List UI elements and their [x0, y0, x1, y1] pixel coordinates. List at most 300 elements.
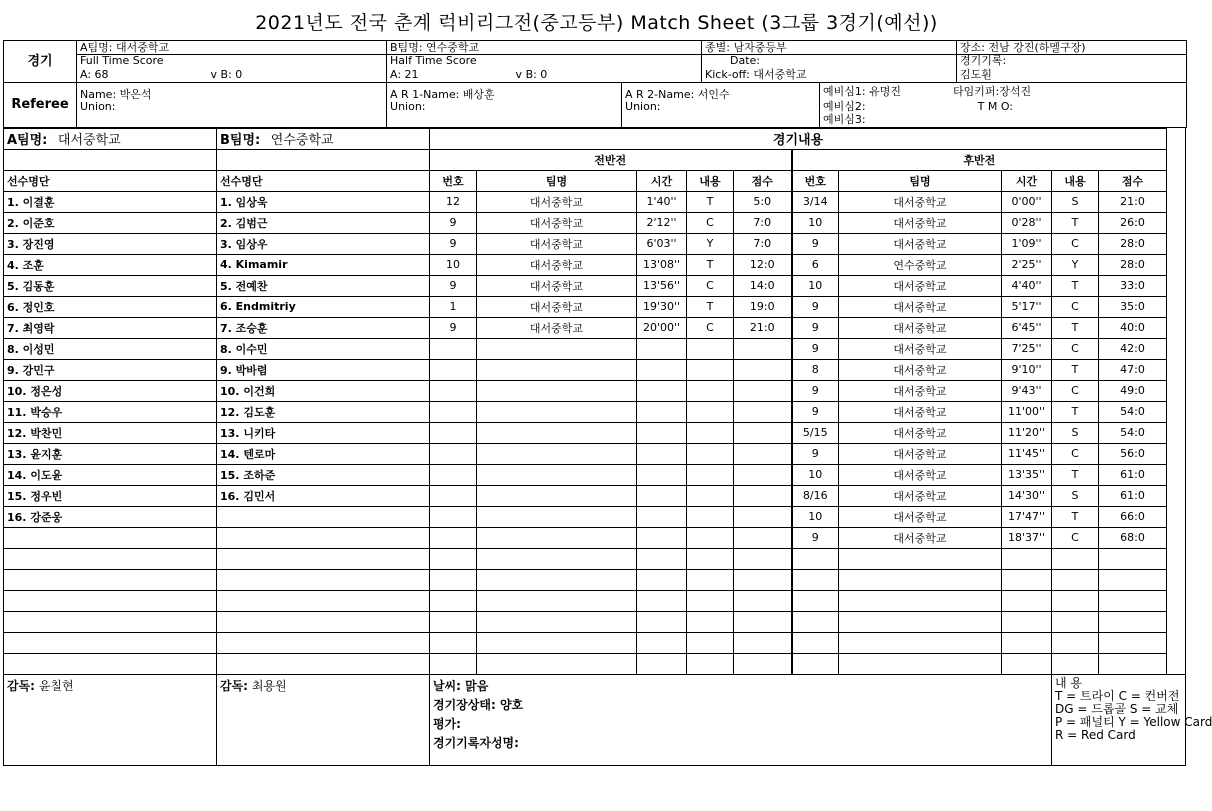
second-half-team: [839, 590, 1002, 611]
weather-row: [433, 677, 1048, 696]
roster-a-player: 7. 최영락: [4, 317, 217, 338]
first-half-type: [687, 401, 734, 422]
second-half-score: 54:0: [1099, 401, 1167, 422]
first-half-team: 대서중학교: [477, 296, 637, 317]
second-half-time: [1002, 569, 1052, 590]
roster-b-player: 9. 박바렴: [217, 359, 430, 380]
referee-label: Referee: [4, 83, 77, 128]
full-time-score-b: B: 0: [220, 67, 243, 81]
second-half-score: [1099, 632, 1167, 653]
second-half-no: 9: [792, 401, 839, 422]
second-half-score: 40:0: [1099, 317, 1167, 338]
second-half-time: 14'30'': [1002, 485, 1052, 506]
legend-line: T = 트라이 C = 컨버전: [1055, 688, 1180, 703]
first-half-time: 20'00'': [637, 317, 687, 338]
coach-a: [4, 674, 217, 765]
first-half-no: [430, 548, 477, 569]
referee-name: Name: 박은석: [77, 83, 387, 102]
recorder-label: 경기기록:: [957, 55, 1187, 68]
table-row: [4, 485, 1186, 506]
first-half-time: 2'12'': [637, 212, 687, 233]
recorder-name: 김도훤: [957, 68, 1187, 83]
roster-a-player: 6. 정인호: [4, 296, 217, 317]
first-half-time: [637, 632, 687, 653]
ar1-union: Union:: [387, 101, 622, 113]
half-time-score-a: A: 21: [390, 67, 419, 81]
first-half-no: [430, 632, 477, 653]
date-label: Date:: [702, 55, 957, 68]
second-half-no: 3/14: [792, 191, 839, 212]
second-half-no: 9: [792, 527, 839, 548]
second-half-no: 9: [792, 317, 839, 338]
field-row: [433, 696, 1048, 715]
coach-b: [217, 674, 430, 765]
second-half-no: 9: [792, 338, 839, 359]
team-a-header: [4, 128, 217, 149]
second-half-type: [1052, 548, 1099, 569]
first-half-score: [734, 506, 792, 527]
first-half-type: [687, 506, 734, 527]
first-half-score: [734, 548, 792, 569]
first-half-time: 19'30'': [637, 296, 687, 317]
full-time-label: Full Time Score: [77, 55, 387, 68]
first-half-score: [734, 590, 792, 611]
first-half-type: [687, 443, 734, 464]
second-half-type: T: [1052, 359, 1099, 380]
second-half-team: 대서중학교: [839, 527, 1002, 548]
team-a-label: A팀명:: [7, 133, 48, 148]
first-half-time: [637, 548, 687, 569]
ar1-name: A R 1-Name: 배상훈: [387, 83, 622, 102]
first-half-time: 6'03'': [637, 233, 687, 254]
second-half-type: T: [1052, 275, 1099, 296]
second-half-time: 5'17'': [1002, 296, 1052, 317]
first-half-no: [430, 569, 477, 590]
coach-a-name: 윤칠현: [38, 678, 74, 693]
second-half-score: 42:0: [1099, 338, 1167, 359]
match-sheet: [3, 40, 1212, 766]
first-half-type: [687, 611, 734, 632]
first-half-team: [477, 506, 637, 527]
first-half-team: 대서중학교: [477, 317, 637, 338]
second-half-no: [792, 569, 839, 590]
first-half-no: [430, 527, 477, 548]
weather-label: 날씨:: [433, 678, 461, 693]
second-half-no: 10: [792, 275, 839, 296]
first-half-team: [477, 401, 637, 422]
second-half-team: [839, 569, 1002, 590]
first-half-team: [477, 653, 637, 674]
second-half-score: 54:0: [1099, 422, 1167, 443]
second-half-time: 1'09'': [1002, 233, 1052, 254]
roster-a-player: 2. 이준호: [4, 212, 217, 233]
first-half-team: [477, 527, 637, 548]
second-half-type: [1052, 611, 1099, 632]
first-half-score: [734, 569, 792, 590]
roster-b-player: 16. 김민서: [217, 485, 430, 506]
roster-b-player: 10. 이건희: [217, 380, 430, 401]
first-half-type: [687, 380, 734, 401]
table-row: [4, 359, 1186, 380]
first-half-team: [477, 632, 637, 653]
legend-title: 내 용: [1055, 675, 1082, 690]
second-half-team: 대서중학교: [839, 380, 1002, 401]
reserve-referees: [820, 83, 1187, 102]
table-row: [4, 506, 1186, 527]
second-half-score: [1099, 611, 1167, 632]
first-half-score: [734, 422, 792, 443]
table-row: [4, 275, 1186, 296]
second-half-no: 8/16: [792, 485, 839, 506]
second-half-score: 61:0: [1099, 485, 1167, 506]
second-half-team: 대서중학교: [839, 464, 1002, 485]
second-half-no: [792, 632, 839, 653]
kickoff: Kick-off: 대서중학교: [702, 68, 957, 83]
table-row: [4, 632, 1186, 653]
first-half-score: [734, 359, 792, 380]
first-half-time: 13'08'': [637, 254, 687, 275]
first-half-team: 대서중학교: [477, 212, 637, 233]
second-half-no: [792, 611, 839, 632]
first-half-time: [637, 527, 687, 548]
second-half-time: [1002, 632, 1052, 653]
second-half-score: 66:0: [1099, 506, 1167, 527]
second-half-team: 연수중학교: [839, 254, 1002, 275]
second-half-time: 11'45'': [1002, 443, 1052, 464]
second-half-type: S: [1052, 485, 1099, 506]
table-row: [4, 296, 1186, 317]
first-half-team: [477, 569, 637, 590]
table-row: [4, 338, 1186, 359]
second-half-score: 61:0: [1099, 464, 1167, 485]
full-time-v: v: [210, 67, 218, 81]
sheet-title: 2021년도 전국 춘계 럭비리그전(중고등부) Match Sheet (3그룹 3경기(예선)): [255, 12, 938, 34]
sh-no-header: 번호: [792, 170, 839, 191]
roster-a-player: 3. 장진영: [4, 233, 217, 254]
roster-a-player: 12. 박찬민: [4, 422, 217, 443]
first-half-no: [430, 380, 477, 401]
second-half-type: C: [1052, 380, 1099, 401]
first-half-team: 대서중학교: [477, 254, 637, 275]
first-half-team: [477, 422, 637, 443]
second-half-type: T: [1052, 506, 1099, 527]
table-row: [4, 317, 1186, 338]
first-half-score: [734, 611, 792, 632]
first-half-score: 5:0: [734, 191, 792, 212]
match-info-table: [3, 40, 1187, 128]
first-half-no: [430, 338, 477, 359]
first-half-time: [637, 401, 687, 422]
first-half-no: 9: [430, 317, 477, 338]
first-half-score: [734, 632, 792, 653]
referee-union: Union:: [77, 101, 387, 113]
second-half-score: 35:0: [1099, 296, 1167, 317]
first-half-type: T: [687, 296, 734, 317]
second-half-score: 56:0: [1099, 443, 1167, 464]
timekeeper: 타임키퍼:장석진: [952, 85, 1032, 98]
roster-b-player: 7. 조승훈: [217, 317, 430, 338]
first-half-score: [734, 464, 792, 485]
second-half-team: 대서중학교: [839, 233, 1002, 254]
legend-line: DG = 드롭골 S = 교체: [1055, 701, 1179, 716]
roster-a-player: 16. 강준웅: [4, 506, 217, 527]
second-half-time: 18'37'': [1002, 527, 1052, 548]
roster-a-player: 8. 이성민: [4, 338, 217, 359]
roster-a-player: 10. 정은성: [4, 380, 217, 401]
roster-a-player: 13. 윤지훈: [4, 443, 217, 464]
roster-a-player: [4, 590, 217, 611]
table-row: [4, 569, 1186, 590]
first-half-no: [430, 443, 477, 464]
first-half-time: 1'40'': [637, 191, 687, 212]
second-half-no: [792, 548, 839, 569]
second-half-time: [1002, 548, 1052, 569]
roster-b-player: 5. 전예찬: [217, 275, 430, 296]
second-half-time: 7'25'': [1002, 338, 1052, 359]
table-row: [4, 464, 1186, 485]
second-half-time: 13'35'': [1002, 464, 1052, 485]
first-half-time: [637, 359, 687, 380]
second-half-team: 대서중학교: [839, 275, 1002, 296]
table-row: [4, 191, 1186, 212]
roster-a-player: 15. 정우빈: [4, 485, 217, 506]
second-half-type: [1052, 590, 1099, 611]
roster-b-player: 15. 조하준: [217, 464, 430, 485]
first-half-type: [687, 548, 734, 569]
division: 종별: 남자중등부: [702, 41, 957, 55]
second-half-type: S: [1052, 191, 1099, 212]
first-half-score: [734, 653, 792, 674]
second-half-no: 8: [792, 359, 839, 380]
second-half-time: 17'47'': [1002, 506, 1052, 527]
second-half-no: 9: [792, 380, 839, 401]
second-half-type: Y: [1052, 254, 1099, 275]
first-half-score: 12:0: [734, 254, 792, 275]
second-half-time: 11'20'': [1002, 422, 1052, 443]
roster-a-player: [4, 611, 217, 632]
first-half-time: [637, 506, 687, 527]
fh-type-header: 내용: [687, 170, 734, 191]
first-half-no: [430, 464, 477, 485]
coach-b-name: 최용원: [251, 678, 287, 693]
half-time-label: Half Time Score: [387, 55, 702, 68]
first-half-time: [637, 380, 687, 401]
second-half-no: [792, 590, 839, 611]
roster-a-player: 11. 박승우: [4, 401, 217, 422]
second-half-score: [1099, 569, 1167, 590]
second-half-type: C: [1052, 296, 1099, 317]
sh-time-header: 시간: [1002, 170, 1052, 191]
first-half-team: [477, 443, 637, 464]
first-half-time: [637, 443, 687, 464]
second-half-time: 2'25'': [1002, 254, 1052, 275]
first-half-score: [734, 527, 792, 548]
table-row: [4, 527, 1186, 548]
table-row: [4, 548, 1186, 569]
second-half-header: 후반전: [792, 149, 1167, 170]
first-half-time: [637, 611, 687, 632]
first-half-score: [734, 443, 792, 464]
roster-b-player: 13. 니키타: [217, 422, 430, 443]
first-half-no: [430, 506, 477, 527]
second-half-score: 26:0: [1099, 212, 1167, 233]
second-half-score: 49:0: [1099, 380, 1167, 401]
second-half-score: [1099, 590, 1167, 611]
roster-b-player: 6. Endmitriy: [217, 296, 430, 317]
first-half-no: [430, 590, 477, 611]
first-half-time: [637, 464, 687, 485]
second-half-type: T: [1052, 464, 1099, 485]
reserve-2: 예비심2:: [823, 100, 866, 113]
first-half-score: 19:0: [734, 296, 792, 317]
first-half-team: [477, 548, 637, 569]
table-row: [4, 611, 1186, 632]
coach-a-label: 감독:: [7, 678, 35, 693]
table-row: [4, 653, 1186, 674]
roster-b-player: [217, 590, 430, 611]
second-half-team: 대서중학교: [839, 338, 1002, 359]
first-half-team: [477, 485, 637, 506]
first-half-no: 12: [430, 191, 477, 212]
table-row: [4, 212, 1186, 233]
roster-b-player: [217, 653, 430, 674]
roster-a-header: 선수명단: [4, 170, 217, 191]
roster-a-player: [4, 569, 217, 590]
first-half-team: [477, 464, 637, 485]
second-half-no: 9: [792, 233, 839, 254]
second-half-no: 10: [792, 212, 839, 233]
full-time-score: [77, 68, 387, 83]
team-b-title: 연수중학교: [270, 133, 334, 148]
team-b-header: [217, 128, 430, 149]
first-half-score: [734, 380, 792, 401]
roster-b-player: 3. 임상우: [217, 233, 430, 254]
sh-type-header: 내용: [1052, 170, 1099, 191]
first-half-team: [477, 380, 637, 401]
second-half-time: [1002, 653, 1052, 674]
table-row: [4, 233, 1186, 254]
legend-line: P = 패널티 Y = Yellow Card: [1055, 714, 1212, 729]
first-half-type: [687, 338, 734, 359]
first-half-time: [637, 590, 687, 611]
second-half-no: 5/15: [792, 422, 839, 443]
ar2-union: Union:: [622, 101, 820, 113]
roster-a-player: 5. 김동훈: [4, 275, 217, 296]
first-half-no: [430, 653, 477, 674]
first-half-score: [734, 401, 792, 422]
first-half-team: [477, 611, 637, 632]
first-half-score: [734, 338, 792, 359]
second-half-team: 대서중학교: [839, 212, 1002, 233]
roster-b-player: [217, 527, 430, 548]
second-half-type: [1052, 632, 1099, 653]
first-half-time: [637, 569, 687, 590]
first-half-score: 7:0: [734, 233, 792, 254]
second-half-type: C: [1052, 233, 1099, 254]
legend: [1052, 674, 1212, 765]
ar2-name: A R 2-Name: 서인수: [622, 83, 820, 102]
roster-b-player: 1. 임상욱: [217, 191, 430, 212]
second-half-time: [1002, 590, 1052, 611]
fh-no-header: 번호: [430, 170, 477, 191]
reserve-1: 예비심1: 유명진: [823, 85, 901, 98]
first-half-score: 14:0: [734, 275, 792, 296]
roster-a-player: [4, 653, 217, 674]
second-half-team: [839, 632, 1002, 653]
first-half-team: 대서중학교: [477, 275, 637, 296]
second-half-time: 0'28'': [1002, 212, 1052, 233]
second-half-time: 11'00'': [1002, 401, 1052, 422]
first-half-score: 21:0: [734, 317, 792, 338]
first-half-team: 대서중학교: [477, 191, 637, 212]
first-half-no: [430, 401, 477, 422]
first-half-score: [734, 485, 792, 506]
second-half-team: 대서중학교: [839, 359, 1002, 380]
first-half-type: [687, 590, 734, 611]
first-half-no: 9: [430, 275, 477, 296]
table-row: [4, 422, 1186, 443]
second-half-time: [1002, 611, 1052, 632]
weather-value: 맑음: [465, 678, 489, 693]
sh-score-header: 점수: [1099, 170, 1167, 191]
second-half-team: 대서중학교: [839, 296, 1002, 317]
second-half-team: 대서중학교: [839, 401, 1002, 422]
first-half-type: C: [687, 212, 734, 233]
sh-team-header: 팀명: [839, 170, 1002, 191]
content-header: 경기내용: [430, 128, 1167, 149]
roster-b-player: 8. 이수민: [217, 338, 430, 359]
first-half-type: [687, 485, 734, 506]
fh-time-header: 시간: [637, 170, 687, 191]
team-b-label: B팀명:: [220, 133, 261, 148]
roster-a-player: [4, 632, 217, 653]
second-half-team: 대서중학교: [839, 317, 1002, 338]
fh-team-header: 팀명: [477, 170, 637, 191]
fh-score-header: 점수: [734, 170, 792, 191]
reserve-3: 예비심3:: [820, 113, 1187, 127]
second-half-time: 6'45'': [1002, 317, 1052, 338]
half-time-score: [387, 68, 702, 83]
second-half-no: 10: [792, 464, 839, 485]
field-value: 양호: [499, 697, 524, 712]
first-half-team: [477, 338, 637, 359]
first-half-time: [637, 485, 687, 506]
roster-a-player: 14. 이도윤: [4, 464, 217, 485]
table-row: [4, 380, 1186, 401]
second-half-type: C: [1052, 443, 1099, 464]
eval-label: 평가:: [433, 716, 461, 731]
first-half-type: Y: [687, 233, 734, 254]
first-half-type: C: [687, 317, 734, 338]
roster-b-player: [217, 506, 430, 527]
second-half-team: 대서중학교: [839, 506, 1002, 527]
second-half-time: 4'40'': [1002, 275, 1052, 296]
table-row: [4, 254, 1186, 275]
second-half-team: 대서중학교: [839, 485, 1002, 506]
first-half-no: 1: [430, 296, 477, 317]
roster-b-player: 14. 텐로마: [217, 443, 430, 464]
first-half-type: [687, 569, 734, 590]
second-half-team: 대서중학교: [839, 443, 1002, 464]
second-half-no: [792, 653, 839, 674]
second-half-type: C: [1052, 338, 1099, 359]
second-half-team: [839, 548, 1002, 569]
second-half-team: 대서중학교: [839, 422, 1002, 443]
table-row: [4, 401, 1186, 422]
first-half-no: [430, 485, 477, 506]
first-half-type: [687, 359, 734, 380]
team-b-name: B팀명: 연수중학교: [387, 41, 702, 55]
